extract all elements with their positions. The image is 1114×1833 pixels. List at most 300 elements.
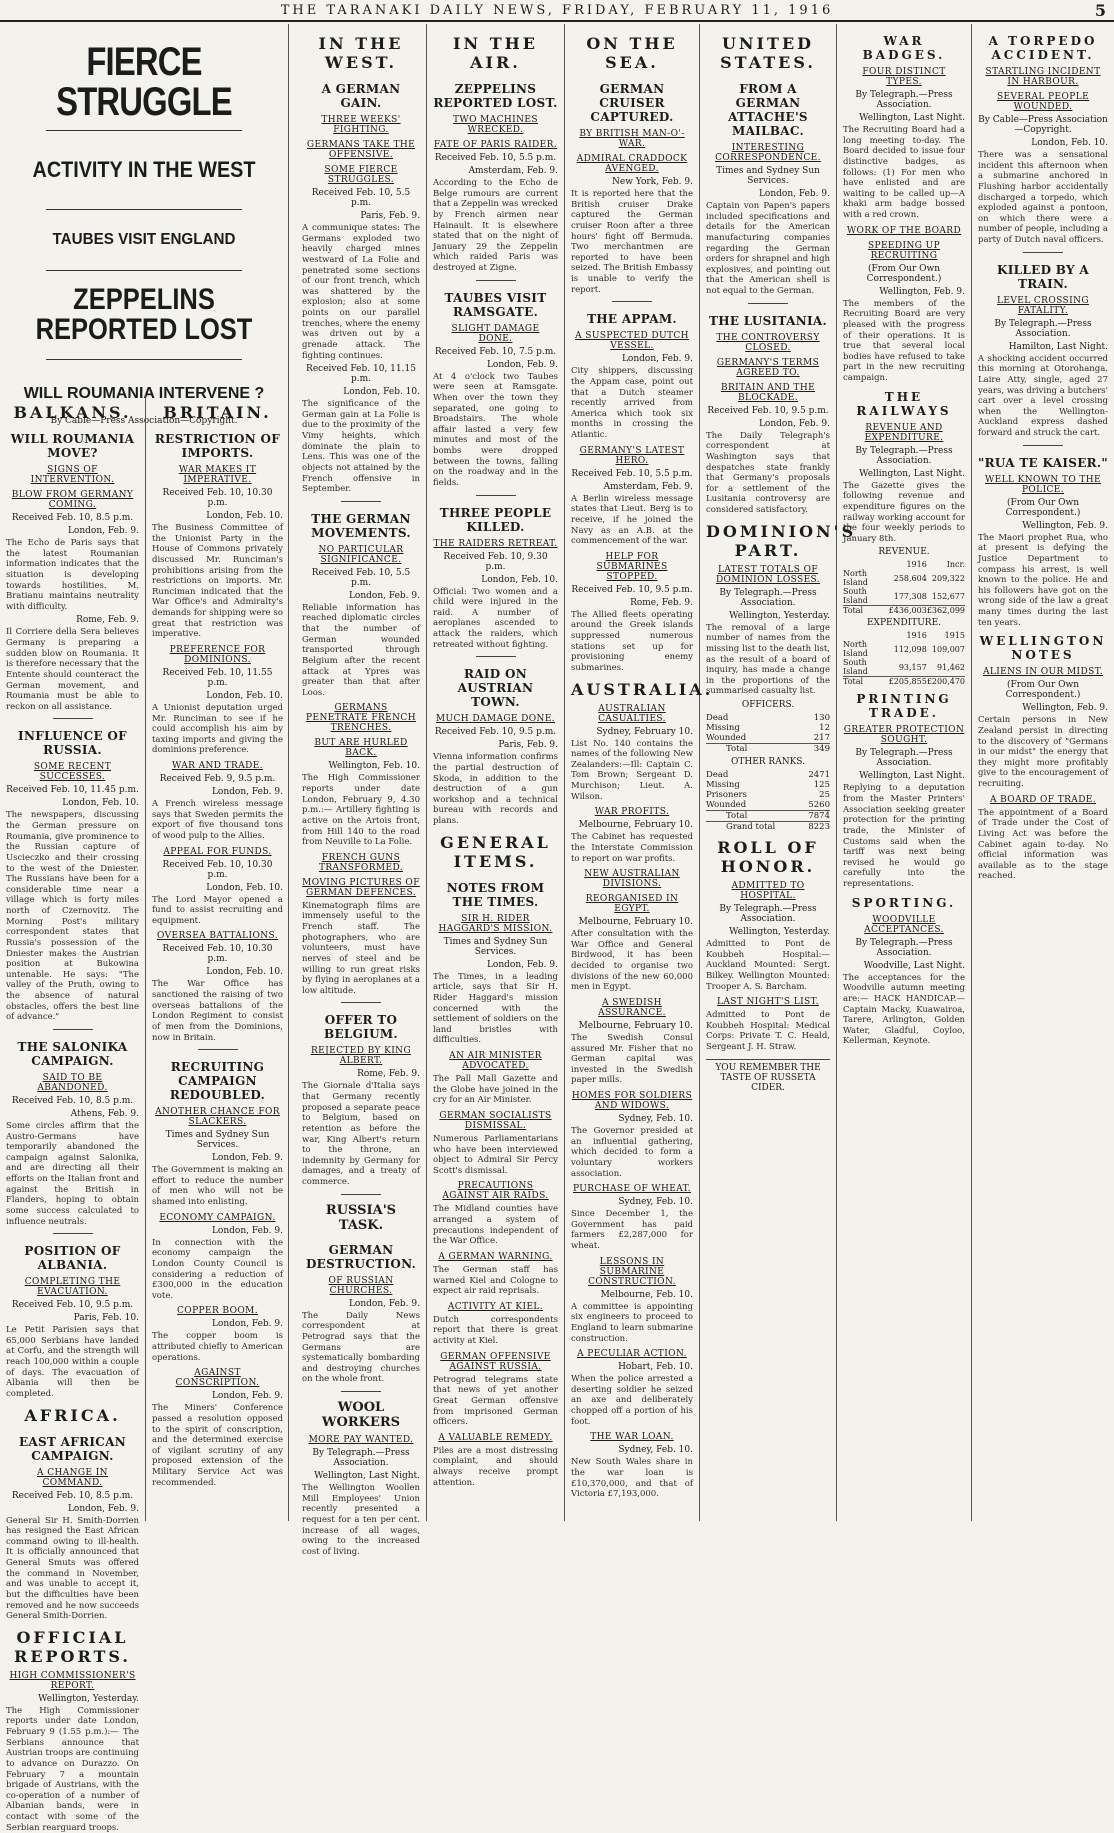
- article-headline: ZEPPELINS REPORTED LOST.: [433, 82, 558, 110]
- article-headline: RECRUITING CAMPAIGN REDOUBLED.: [169, 1060, 266, 1103]
- article-body: General Sir H. Smith-Dorrien has resigned the East African command owing to ill-health. It is officially announced that General Smuts was offered the command in November, and was unable to accept it, but the difficulties have been removed and he now succeeds General Smith-Dorrien.: [6, 1515, 139, 1622]
- dateline: New York, Feb. 9.: [612, 177, 693, 187]
- article-subhead: AGAINST CONSCRIPTION.: [175, 1368, 260, 1389]
- article-subhead: GERMAN SOCIALISTS DISMISSAL.: [439, 1110, 552, 1131]
- article-subhead: BRITAIN AND THE BLOCKADE.: [720, 382, 816, 403]
- article-subhead: HOMES FOR SOLDIERS AND WIDOWS.: [571, 1091, 693, 1111]
- received-line: By Cable—Press Association—Copyright.: [978, 115, 1108, 135]
- table-heading: EXPENDITURE.: [866, 618, 942, 629]
- received-line: Received Feb. 10, 8.5 p.m.: [11, 1490, 134, 1501]
- article-body: The High Commissioner reports under date London, February 9 (1.55 p.m.):— The Serbians announce that Austrian troops are continuing to advance on Durazzo. On February 7 a mountain brigade of Austrians, with the co-operation of a number of Albanian bands, were in contact with some of the Serbian rearguard troops.: [6, 1705, 139, 1833]
- dateline: Melbourne, Feb. 10.: [600, 1289, 693, 1300]
- dateline: London, Feb. 9.: [211, 1391, 283, 1402]
- article-subhead: A GERMAN WARNING.: [438, 1251, 553, 1262]
- article-subhead: SEVERAL PEOPLE WOUNDED.: [996, 92, 1090, 112]
- article-body: When the police arrested a deserting soldier he seized an axe and deliberately chopped off a portion of his foot.: [571, 1374, 693, 1427]
- article-subhead: INTERESTING CORRESPONDENCE.: [715, 143, 821, 163]
- section-heading: WELLINGTON NOTES: [979, 634, 1107, 663]
- article-subhead: TWO MACHINES WRECKED.: [453, 115, 538, 135]
- subcolumn-right: [146, 394, 289, 1521]
- article-body: Captain von Papen's papers included specifications and details for the American manufacturing companies regarding the German orders for shrapnel and high explosives, and pointing out that the American shell is not equal to the German.: [706, 201, 830, 296]
- article-subhead: ADMIRAL CRADDOCK AVENGED.: [576, 154, 688, 174]
- article-headline: INFLUENCE OF RUSSIA.: [18, 729, 127, 758]
- divider: [341, 1391, 381, 1392]
- divider: [53, 1029, 93, 1030]
- received-line: Received Feb. 10, 9.30 p.m.: [443, 551, 548, 572]
- article-body: The Allied fleets operating around the Greek islands suppressed numerous stations set up for provisioning enemy submarines.: [571, 609, 693, 673]
- received-line: Received Feb. 10, 10.30 p.m.: [162, 488, 273, 508]
- article-body: Admitted to Pont de Koubbeh Hospital:— Auckland Mounted: Sergt. Bilkey. Wellington Mounted: Trooper A. S. Barcham.: [706, 939, 830, 992]
- headline-main: FIERCE STRUGGLE: [56, 40, 232, 124]
- divider: [341, 1194, 381, 1195]
- article-subhead: A VALUABLE REMEDY.: [438, 1432, 553, 1443]
- article-subhead: A SWEDISH ASSURANCE.: [598, 997, 666, 1018]
- section-heading: DOMINION'S PART.: [706, 521, 857, 560]
- dateline: London, Feb. 10.: [206, 690, 283, 701]
- article-body: A committee is appointing six engineers to proceed to England to learn submarine construction.: [571, 1301, 693, 1344]
- table-row: Wounded 217: [706, 733, 830, 743]
- received-line: Received Feb. 10, 11.55 p.m.: [162, 667, 273, 688]
- article-body: New South Wales share in the war loan is £10,370,000, and that of Victoria £7,193,000.: [571, 1457, 693, 1500]
- dateline: Wellington, Feb. 10.: [328, 761, 420, 772]
- article-body: A French wireless message says that Sweden permits the export of five thousand tons of wood pulp to the Allies.: [152, 799, 283, 841]
- casualty-table-other-ranks: [706, 770, 830, 832]
- section-heading: THE RAILWAYS: [856, 389, 952, 418]
- dateline: Hobart, Feb. 10.: [618, 1362, 693, 1373]
- article-body: The Government is making an effort to reduce the number of men who will not be shamed into enlisting.: [152, 1165, 283, 1207]
- received-line: By Telegraph.—Press Association.: [855, 90, 953, 110]
- article-headline: RESTRICTION OF IMPORTS.: [154, 432, 281, 460]
- article-body: The Maori prophet Rua, who at present is defying the Justice Department to compass his arrest, is well known to the police. He and his followers have got on the wrong side of the law a great many times during the last ten years.: [978, 532, 1108, 628]
- article-subhead: A SUSPECTED DUTCH VESSEL.: [575, 331, 689, 352]
- table-row-total: Total 7874: [706, 811, 830, 822]
- article-subhead: ECONOMY CAMPAIGN.: [159, 1212, 276, 1223]
- table-row: North Island 258,604 209,322: [843, 569, 965, 588]
- received-line: Times and Sydney Sun Services.: [716, 166, 820, 186]
- article-subhead: APPEAL FOR FUNDS.: [163, 846, 272, 857]
- dateline: Sydney, February 10.: [596, 726, 693, 737]
- article-body: It is reported here that the British cruiser Drake captured the German cruiser Roon after a three hours' fight off Bermuda. Two merchantmen are reported to have been seized. The British Embassy is unable to verify the report.: [571, 189, 693, 295]
- article-body: The Cabinet has requested the Interstate Commission to report on war profits.: [571, 832, 693, 864]
- article-headline: WILL ROUMANIA MOVE?: [10, 432, 135, 460]
- article-body: Kinematograph films are immensely useful to the French staff. The photographers, who are volunteers, must have nerves of steel and be willing to run great risks by flying in aeroplanes at a low altitude.: [302, 900, 420, 996]
- section-heading: IN THE AIR.: [453, 34, 538, 72]
- article-headline: KILLED BY A TRAIN.: [997, 262, 1089, 291]
- dateline: London, Feb. 10.: [343, 387, 420, 398]
- dateline: Paris, Feb. 9.: [360, 211, 420, 221]
- article-subhead: COMPLETING THE EVACUATION.: [24, 1277, 121, 1298]
- received-line: Received Feb. 10, 5.5 p.m.: [434, 153, 557, 163]
- article-subhead: MORE PAY WANTED.: [308, 1435, 414, 1445]
- article-subhead: REJECTED BY KING ALBERT.: [310, 1046, 412, 1067]
- column-on-the-sea: [565, 24, 714, 1521]
- table-row: Dead 130: [706, 713, 830, 723]
- article-subhead: OF RUSSIAN CHURCHES.: [328, 1275, 394, 1296]
- article-body: The High Commissioner reports under date London, February 9, 4.30 p.m.:— Artillery fighting is active on the Artois front, from Hill 140 to the road from Neuville to La Folie.: [302, 773, 420, 848]
- received-line: By Telegraph.—Press Association.: [855, 748, 953, 769]
- masthead-title: THE TARANAKI DAILY NEWS, FRIDAY, FEBRUARY 11, 1916: [280, 3, 834, 18]
- dateline: London, Feb. 9.: [211, 1319, 283, 1330]
- headline-3: TAUBES VISIT ENGLAND: [52, 231, 236, 248]
- article-body: The German staff has warned Kiel and Cologne to expect air raid reprisals.: [433, 1264, 558, 1297]
- dateline: Rome, Feb. 9.: [76, 615, 139, 626]
- article-subhead: LAST NIGHT'S LIST.: [717, 997, 819, 1008]
- article-body: The copper boom is attributed chiefly to American operations.: [152, 1331, 283, 1363]
- article-body: The Times, in a leading article, says that Sir H. Rider Haggard's mission concerned with the settlement of soldiers on the land bristles with difficulties.: [433, 971, 558, 1046]
- dateline: Sydney, Feb. 10.: [618, 1445, 693, 1456]
- column-war-badges: [837, 24, 972, 1521]
- section-heading: SPORTING.: [851, 895, 957, 910]
- column-front: [0, 24, 289, 1833]
- received-line: Received Feb. 9, 9.5 p.m.: [159, 774, 276, 784]
- article-subhead: HELP FOR SUBMARINES STOPPED.: [596, 551, 668, 582]
- dateline: London, Feb. 10.: [206, 882, 283, 893]
- headline-2: ACTIVITY IN THE WEST: [32, 157, 256, 182]
- table-row: Missing 125: [706, 780, 830, 790]
- article-headline: A GERMAN GAIN.: [321, 82, 401, 110]
- article-body: Vienna information confirms the partial destruction of Skoda, in addition to the destruction of a gun workshop and a technical bureau with records and plans.: [433, 752, 558, 826]
- column-in-the-air: [427, 24, 565, 1521]
- article-body: A communique states: The Germans exploded two heavily charged mines westward of La Folie and penetrated some sections of our front trench, which was shattered by the explosion; also at some points on our parallel trenches, where the enemy was driven out by a grenade attack. The fighting continues.: [302, 223, 420, 361]
- article-subhead: WAR MAKES IT IMPERATIVE.: [178, 465, 257, 485]
- article-body: The Echo de Paris says that the latest Roumanian information indicates that the situation is developing towards hostilities. M. Bratianu maintains neutrality with difficulty.: [6, 538, 139, 612]
- rule: [46, 359, 242, 360]
- dateline: London, Feb. 10.: [1031, 138, 1108, 148]
- table-row-total: Total £436,003 £362,099: [843, 606, 965, 616]
- article-body: At 4 o'clock two Taubes were seen at Ramsgate. When over the town they separated, one going to Broadstairs. The whole affair lasted a very few minutes and most of the bombs were dropped between the towns, falling on the roadway and in the fields.: [433, 371, 558, 488]
- article-headline: THE APPAM.: [587, 312, 677, 327]
- received-line: By Telegraph.—Press Association.: [719, 587, 817, 608]
- article-subhead: THREE WEEKS' FIGHTING.: [321, 115, 401, 135]
- table-row-total: Total 349: [706, 744, 830, 755]
- dateline: Hamilton, Last Night.: [1008, 341, 1108, 352]
- divider: [476, 280, 516, 281]
- rule: [46, 130, 242, 131]
- dateline: London, Feb. 9.: [211, 787, 283, 797]
- divider: [1023, 445, 1063, 446]
- article-subhead: COPPER BOOM.: [177, 1306, 258, 1317]
- article-subhead: THE WAR LOAN.: [590, 1432, 674, 1443]
- dateline: London, Feb. 9.: [486, 359, 558, 370]
- dateline: Melbourne, February 10.: [578, 820, 693, 831]
- article-body: Numerous Parliamentarians who have been interviewed object to Admiral Sir Percy Scott's dismissal.: [433, 1133, 558, 1176]
- divider: [612, 301, 652, 302]
- table-row: Wounded 5260: [706, 800, 830, 810]
- article-subhead: WAR PROFITS.: [594, 807, 670, 818]
- received-line: Received Feb. 10, 5.5 p.m.: [571, 468, 693, 479]
- article-headline: OFFER TO BELGIUM.: [324, 1013, 398, 1042]
- article-subhead: WORK OF THE BOARD: [846, 225, 962, 236]
- article-body: Le Petit Parisien says that 65,000 Serbians have landed at Corfu, and the strength will reach 100,000 within a couple of days. The evacuation of Albania will then be completed.: [6, 1325, 139, 1399]
- article-body: The Miners' Conference passed a resolution opposed to the spirit of conscription, and the determined exercise of vigilant scrutiny of any proposed extension of the Military Service Act was recommended.: [152, 1403, 283, 1488]
- article-headline: THREE PEOPLE KILLED.: [439, 505, 552, 534]
- article-headline: POSITION OF ALBANIA.: [24, 1244, 121, 1273]
- article-subhead: BUT ARE HURLED BACK.: [314, 738, 408, 759]
- article-body: In connection with the economy campaign the London County Council is considering a reduction of £300,000 in the education vote.: [152, 1237, 283, 1301]
- article-subhead: WAR AND TRADE.: [172, 761, 263, 771]
- section-heading: OFFICIAL REPORTS.: [14, 1627, 131, 1666]
- expenditure-table: [843, 631, 965, 686]
- article-headline: FROM A GERMAN ATTACHE'S MAILBAC.: [728, 82, 808, 138]
- dateline: London, Feb. 10.: [62, 798, 139, 809]
- dateline: Wellington, Last Night.: [859, 113, 965, 123]
- article-body: Il Corriere della Sera believes Germany is preparing a sudden blow on Roumania. It is therefore necessary that the Entente should counteract the German movement, and Roumania must be able to reckon on all assistance.: [6, 627, 139, 712]
- headline-4: ZEPPELINS REPORTED LOST: [35, 283, 253, 346]
- section-heading: A TORPEDO ACCIDENT.: [988, 34, 1098, 62]
- article-body: Since December 1, the Government has paid farmers £2,287,000 for wheat.: [571, 1209, 693, 1251]
- dateline: Wellington, Last Night.: [859, 468, 965, 479]
- received-line: Received Feb. 10, 9.5 p.m.: [571, 584, 693, 595]
- article-body: A shocking accident occurred this morning at Otorohanga. Laire Atty, single, aged 27 years, was driving a butchers' cart over a level crossing when the Wellington-Auckland express dashed forward and struck the cart.: [978, 353, 1108, 438]
- article-body: The Daily Telegraph's correspondent at Washington says that despatches state frankly that Germany's proposals for a settlement of the Lusitania controversy are considered satisfactory.: [706, 430, 830, 515]
- received-line: Times and Sydney Sun Services.: [443, 936, 548, 957]
- article-body: City shippers, discussing the Appam case, point out that a Dutch steamer recently arrived from America which took six months in crossing the Atlantic.: [571, 366, 693, 440]
- article-headline: THE GERMAN MOVEMENTS.: [311, 511, 411, 540]
- dateline: Amsterdam, Feb. 9.: [468, 166, 558, 176]
- article-subhead: PURCHASE OF WHEAT.: [573, 1184, 691, 1195]
- table-header-row: 1916 1915: [906, 631, 965, 641]
- article-body: Dutch correspondents report that there is great activity at Kiel.: [433, 1314, 558, 1346]
- article-subhead: BY BRITISH MAN-O'-WAR.: [579, 129, 685, 149]
- article-headline: TAUBES VISIT RAMSGATE.: [444, 290, 547, 319]
- article-headline: EAST AFRICAN CAMPAIGN.: [18, 1434, 127, 1463]
- article-body: The Midland counties have arranged a system of precautions independent of the War Office.: [433, 1204, 558, 1247]
- table-header-row: 1916 Incr.: [906, 560, 965, 570]
- dateline: Amsterdam, Feb. 9.: [603, 481, 693, 492]
- received-line: (From Our Own Correspondent.): [1005, 497, 1081, 518]
- article-body: The Gazette gives the following revenue and expenditure figures on the railway working account for the four weekly periods to January 8th.: [843, 480, 965, 544]
- article-body: The Business Committee of the Unionist Party in the House of Commons privately discussed Mr. Runciman's prohibitions arising from the restrictions on imports. Mr. Runciman indicated that the War Office's and Admiralty's demands for shipping were so great that restriction was imperative.: [152, 523, 283, 640]
- casualty-table-officers: [706, 713, 830, 754]
- divider: [198, 1049, 238, 1050]
- article-body: A Unionist deputation urged Mr. Runciman to see if he could accomplish his aim by taxing imports and giving the dominions preference.: [152, 702, 283, 756]
- article-body: There was a sensational incident this afternoon when a submarine anchored in Flushing harbor accidentally discharged a torpedo, which exploded against a pontoon, on which there were a number of people, including a party of Dutch naval officers.: [978, 150, 1108, 245]
- article-body: The War Office has sanctioned the raising of two overseas battalions of the London Regiment to consist of men from the Dominions, now in Britain.: [152, 979, 283, 1043]
- article-subhead: PREFERENCE FOR DOMINIONS.: [169, 644, 266, 665]
- dateline: London, Feb. 10.: [481, 574, 558, 585]
- article-subhead: BLOW FROM GERMANY COMING.: [11, 490, 134, 510]
- section-heading: ROLL OF HONOR.: [717, 838, 819, 876]
- article-subhead: WELL KNOWN TO THE POLICE.: [984, 474, 1102, 495]
- article-subhead: SLIGHT DAMAGE DONE.: [451, 323, 540, 344]
- table-heading: OFFICERS.: [741, 700, 795, 710]
- table-row: North Island 112,098 109,007: [843, 640, 965, 659]
- article-subhead: STARTLING INCIDENT IN HARBOUR.: [985, 67, 1101, 87]
- article-subhead: GERMANS TAKE THE OFFENSIVE.: [306, 140, 416, 160]
- article-body: The acceptances for the Woodville autumn meeting are:— HACK HANDICAP.—Captain Macky, Kuawairoa, Tarere, Arlington, Golden Water, Gladful, Coyloo, Kellerman, Keynote.: [843, 972, 965, 1047]
- dateline: Wellington, Feb. 9.: [1022, 520, 1108, 531]
- divider: [53, 718, 93, 719]
- article-subhead: WOODVILLE ACCEPTANCES.: [864, 914, 944, 935]
- section-heading: ON THE SEA.: [586, 34, 678, 72]
- article-subhead: REVENUE AND EXPENDITURE.: [864, 422, 944, 443]
- article-subhead: FATE OF PARIS RAIDER.: [433, 140, 558, 150]
- received-line: By Telegraph.—Press Association.: [719, 904, 817, 924]
- article-body: The Giornale d'Italia says that Germany recently proposed a separate peace to Belgium, based on retention as before the war, King Albert's return to the throne, an indemnity by Germany for damages, and a treaty of commerce.: [302, 1081, 420, 1187]
- article-subhead: HIGH COMMISSIONER'S REPORT.: [9, 1670, 136, 1691]
- article-subhead: MOVING PICTURES OF GERMAN DEFENCES.: [302, 877, 420, 898]
- article-subhead: SIR H. RIDER HAGGARD'S MISSION.: [438, 913, 553, 934]
- article-subhead: LATEST TOTALS OF DOMINION LOSSES.: [715, 564, 821, 585]
- table-row-grand-total: Grand total 8223: [706, 822, 830, 833]
- column-in-the-west: [296, 24, 427, 1557]
- table-row: Dead 2471: [706, 770, 830, 780]
- table-row-total: Total £205,855 £200,470: [843, 677, 965, 687]
- dateline: Athens, Feb. 9.: [70, 1108, 139, 1119]
- dateline: Paris, Feb. 10.: [73, 1313, 139, 1324]
- dateline: Melbourne, February 10.: [578, 1020, 693, 1031]
- article-subhead: SOME FIERCE STRUGGLES.: [324, 165, 398, 185]
- article-subhead: PRECAUTIONS AGAINST AIR RAIDS.: [442, 1181, 549, 1202]
- article-subhead: GERMANY'S LATEST HERO.: [579, 445, 685, 466]
- article-body: The Swedish Consul assured Mr. Fisher that no German capital was invested in the Swedish paper mills.: [571, 1032, 693, 1086]
- article-headline: THE LUSITANIA.: [709, 313, 827, 328]
- article-body: A Berlin wireless message states that Lieut. Berg is to receive, if he joined the Navy as an A.B. at the commencement of the war.: [571, 493, 693, 547]
- section-heading: AFRICA.: [24, 1405, 121, 1425]
- section-heading: BALKANS.: [13, 403, 132, 422]
- received-line: (From Our Own Correspondent.): [866, 263, 942, 284]
- section-heading: AUSTRALIA.: [571, 679, 714, 699]
- article-body: The Lord Mayor opened a fund to assist recruiting and equipment.: [152, 894, 283, 926]
- dateline: Wellington, Feb. 9.: [879, 286, 965, 297]
- dateline: Paris, Feb. 9.: [498, 740, 558, 751]
- table-row: South Island 93,157 91,462: [843, 658, 965, 677]
- article-body: The appointment of a Board of Trade under the Cost of Living Act was before the Cabinet again to-day. No official information was available as to the stage reached.: [978, 807, 1108, 882]
- dateline: London, Feb. 10.: [206, 511, 283, 521]
- section-heading: IN THE WEST.: [318, 34, 404, 72]
- article-subhead: REORGANISED IN EGYPT.: [585, 894, 679, 915]
- dateline: Woodville, Last Night.: [863, 960, 965, 971]
- dateline: London, Feb. 9.: [486, 959, 558, 970]
- received-line: Received Feb. 10, 10.30 p.m.: [162, 944, 273, 965]
- dateline: London, Feb. 10.: [206, 967, 283, 978]
- article-body: Piles are a most distressing complaint, and should always receive prompt attention.: [433, 1445, 558, 1488]
- article-body: After consultation with the War Office and General Birdwood, it has been decided to organise two divisions of the new 60,000 men in Egypt.: [571, 929, 693, 993]
- article-subhead: ALIENS IN OUR MIDST.: [982, 667, 1104, 678]
- article-body: The Recruiting Board had a long meeting to-day. The Board decided to issue four distinctive badges, as follows: (1) For men who have enlisted and are waiting to be called up—A khaki arm badge bossed with a red crown.: [843, 125, 965, 220]
- dateline: London, Feb. 9.: [348, 1298, 420, 1309]
- article-subhead: FOUR DISTINCT TYPES.: [862, 67, 946, 87]
- article-body: According to the Echo de Belge rumours are current that a Zeppelin was wrecked by French airmen near Hainault. It is elsewhere stated that on the night of January 29 the Zeppelin which raided Paris was destroyed at Zigne.: [433, 178, 558, 273]
- article-subhead: LEVEL CROSSING FATALITY.: [997, 295, 1089, 316]
- dateline: Wellington, Yesterday.: [729, 927, 830, 937]
- article-headline: WOOL WORKERS: [321, 1400, 401, 1430]
- article-body: Petrograd telegrams state that news of yet another Great German offensive from imprisoned German officers.: [433, 1374, 558, 1428]
- dateline: Rome, Feb. 9.: [357, 1069, 420, 1080]
- article-subhead: A PECULIAR ACTION.: [577, 1349, 687, 1360]
- received-line: Received Feb. 10, 7.5 p.m.: [434, 346, 557, 357]
- column-united-states: [700, 24, 857, 1521]
- divider: [53, 1233, 93, 1234]
- article-body: Some circles affirm that the Austro-Germans have temporarily abandoned the campaign against Salonika, and are directing all their efforts on the Italian front and against the British in Flanders, hoping to obtain some success calculated to influence neutrals.: [6, 1120, 139, 1227]
- byline: By Cable—Press Association—Copyright.: [50, 416, 238, 426]
- article-body: Reliable information has reached diplomatic circles that the number of German wounded transported through Belgium after the recent attack at Ypres was greater than that after Loos.: [302, 602, 420, 698]
- received-line: Received Feb. 10, 9.5 p.m.: [11, 1300, 134, 1311]
- dateline: Rome, Feb. 9.: [630, 597, 693, 608]
- article-subhead: ADMITTED TO HOSPITAL.: [731, 881, 805, 901]
- article-body: The Wellington Woollen Mill Employees' Union recently presented a request for a ten per cent. increase of all wages, owing to the increased cost of living.: [302, 1483, 420, 1557]
- divider: [341, 1002, 381, 1003]
- dateline: London, Feb. 9.: [211, 1153, 283, 1164]
- received-line: Received Feb. 10, 9.5 p.m.: [434, 727, 557, 738]
- article-body: The Governor presided at an influential gathering, which decided to form a voluntary workers association.: [571, 1126, 693, 1179]
- article-subhead: ACTIVITY AT KIEL.: [447, 1301, 544, 1312]
- dateline: London, Feb. 9.: [621, 354, 693, 365]
- article-body: The members of the Recruiting Board are very pleased with the progress of their operations. It is true that several local bodies have refused to take part in the new recruiting campaign.: [843, 298, 965, 383]
- received-line: By Telegraph.—Press Association.: [855, 937, 953, 958]
- divider: [341, 501, 381, 502]
- article-subhead: MUCH DAMAGE DONE.: [435, 714, 556, 725]
- article-subhead: GERMAN DESTRUCTION.: [305, 1242, 417, 1271]
- article-body: The significance of the German gain at La Folie is due to the proximity of the Vimy heights, which dominate the plain to Lens. This was one of the objects not attained by the French offensive in September.: [302, 399, 420, 495]
- received-line: Received Feb. 10, 10.30 p.m.: [162, 859, 273, 880]
- dateline: London, Feb. 9.: [758, 418, 830, 429]
- section-heading: WAR BADGES.: [862, 34, 946, 62]
- article-body: The Daily News correspondent at Petrograd says that the Germans are systematically bombarding and destroying churches on the whole front.: [302, 1310, 420, 1385]
- received-line: By Telegraph.—Press Association.: [994, 318, 1092, 339]
- article-subhead: LESSONS IN SUBMARINE CONSTRUCTION.: [588, 1256, 676, 1287]
- table-row: Prisoners 25: [706, 790, 830, 800]
- article-body: The newspapers, discussing the German pressure on Roumania, give prominence to the Russian capture of Uscieczko and their crossing to the west of the Dniester. The Russians have been for a considerable time near a village which is forty miles north of Czernovitz. The Morning Post's military correspondent states that Russia's possession of the Dniester makes the Austrian position at Bukowina untenable. He says: "The valley of the Pruth, owing to the absence of natural obstacles, offers the best line of advance.": [6, 810, 139, 1023]
- article-headline: NOTES FROM THE TIMES.: [446, 880, 545, 909]
- headline-5: WILL ROUMANIA INTERVENE ?: [23, 385, 265, 402]
- article-subhead: A BOARD OF TRADE.: [989, 794, 1097, 805]
- divider: [1023, 252, 1063, 253]
- received-line: Received Feb. 10, 11.15 p.m.: [306, 364, 416, 385]
- article-subhead: A CHANGE IN COMMAND.: [37, 1467, 108, 1488]
- page-number: 5: [1094, 1, 1106, 20]
- section-heading: UNITED STATES.: [720, 34, 816, 72]
- section-heading: GENERAL ITEMS.: [440, 832, 551, 871]
- dateline: London, Feb. 9.: [758, 189, 830, 199]
- section-heading: PRINTING TRADE.: [856, 692, 952, 721]
- subcolumn-left: [0, 394, 146, 1833]
- article-subhead: AUSTRALIAN CASUALTIES.: [598, 703, 666, 724]
- article-headline: "RUA TE KAISER.": [978, 455, 1108, 470]
- article-headline: RAID ON AUSTRIAN TOWN.: [457, 667, 534, 710]
- table-heading: REVENUE.: [878, 547, 930, 558]
- dateline: London, Feb. 9.: [211, 1225, 283, 1236]
- article-body: The removal of a large number of names from the missing list to the death list, as the result of a board of inquiry, has made a change in the proportions of the summarised casualty list.: [706, 622, 830, 697]
- dateline: London, Feb. 9.: [67, 526, 139, 536]
- received-line: Received Feb. 10, 5.5 p.m.: [311, 567, 411, 588]
- article-subhead: SOME RECENT SUCCESSES.: [33, 762, 112, 783]
- section-heading: BRITAIN.: [163, 403, 272, 422]
- revenue-table: [843, 560, 965, 615]
- rule: [46, 209, 242, 210]
- article-subhead: THE RAIDERS RETREAT.: [433, 538, 558, 549]
- dateline: Wellington, Feb. 9.: [1022, 703, 1108, 714]
- divider: [748, 303, 788, 304]
- article-subhead: THE CONTROVERSY CLOSED.: [716, 332, 820, 353]
- dateline: Wellington, Yesterday.: [38, 1693, 139, 1704]
- article-headline: GERMAN CRUISER CAPTURED.: [590, 82, 674, 124]
- received-line: Received Feb. 10, 11.45 p.m.: [6, 785, 139, 796]
- dateline: London, Feb. 9.: [348, 590, 420, 601]
- article-subhead: FRENCH GUNS TRANSFORMED.: [318, 852, 404, 873]
- article-body: Official: Two women and a child were injured in the raid. A number of aeroplanes ascended to attack the raiders, which retreated without fighting.: [433, 586, 558, 650]
- divider: [476, 495, 516, 496]
- table-row: Missing 12: [706, 723, 830, 733]
- dateline: Melbourne, February 10.: [578, 917, 693, 928]
- received-line: (From Our Own Correspondent.): [1005, 680, 1081, 701]
- column-torpedo-accident: [972, 24, 1114, 1521]
- article-subhead: GERMANY'S TERMS AGREED TO.: [716, 357, 820, 378]
- article-subhead: SAID TO BE ABANDONED.: [37, 1072, 108, 1093]
- article-subhead: SIGNS OF INTERVENTION.: [30, 465, 115, 485]
- article-subhead: AN AIR MINISTER ADVOCATED.: [449, 1051, 542, 1071]
- article-body: List No. 140 contains the names of the following New Zealanders:—Ill: Captain C. Tom Brown; Sergeant D. Murchison; Lieut. A. Wilson.: [571, 738, 693, 802]
